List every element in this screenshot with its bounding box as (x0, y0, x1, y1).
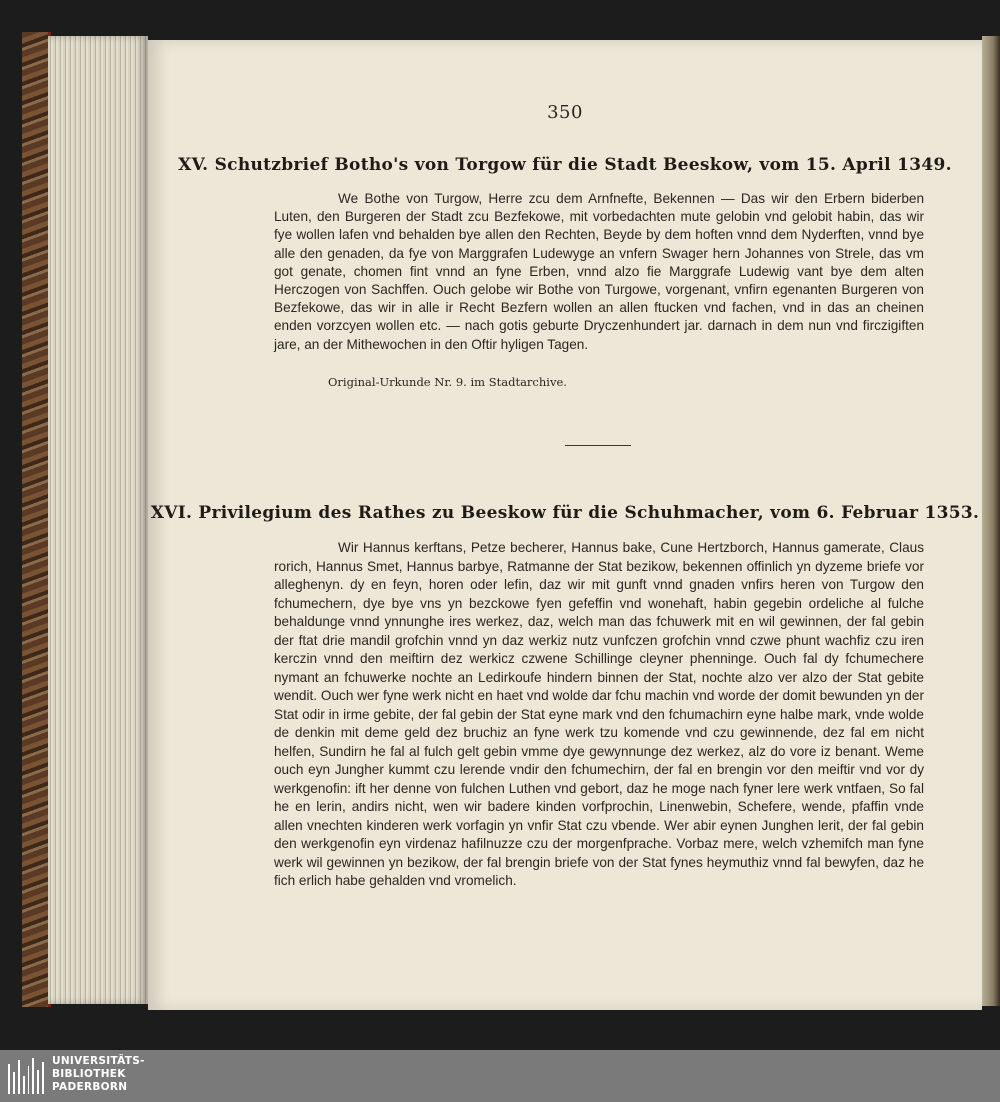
library-footer (0, 1050, 1000, 1102)
body-paragraph: Wir Hannus kerftans, Petze becherer, Hannus bake, Cune Hertzborch, Hannus gamerate, Claus rorich, Hannus Smet, Hannus barbye, Ratmanne der Stat bezikow, bekennen offinlich yn dyzeme briefe vor alleghenyn. dy en feyn, horen oder lefin, daz wir mit gunft vnnd gnaden vnfirs heren von Turgow den fchumechern, dye bye vns yn bezckowe fyen gefeffin vnd wonehaft, habin gegebin ordeliche al fulche behaldunge vnnd ynnunghe ires werkez, daz, welch man das fchuwerk mit en wil gewinnen, der fal gebin der ftat drie mandil grofchin vnnd yn daz werkiz nutz vunfczen grofchin vnnd czwe phunt wachfiz czu iren kerczin vnnd den meiftirn dez werkicz czwene Schillinge cleyner phenninge. Ouch fal dy fchumechere nymant an fchuwerke nochte an Ledirkoufe hindern binnen der Stat, nochte alzo ver alzo der Stat gebite wendit. Ouch wer fyne werk nicht en haet vnd wolde dar fchu machin vnd worde der domit bewunden yn der Stat odir in irme gebite, der fal gebin der Stat eyne mark vnd den fchumachirn eyne halbe mark, vnde wolde de denkin mit deme geld dez bruchiz an fyne werk tzu komende vnd czu gewinnende, dez fal em nicht helfen, Sundirn he fal al fulch gelt gebin vmme dye gewynnunge dez werkez, alz do vore iz benant. Weme ouch eyn Jungher kummt czu lerende vndir den fchumechirn, der fal en brengin vor den meiftir vnd vor dy werkgenofin: ift her denne von fulchen Luthen vnd gebort, daz he moge nach fyner lere werk vntfaen, So fal he en lerin, andirs nicht, wen wir badere kinden vorfprochin, Linenwebin, Schefere, wende, pfaffin vnde allen vnechten kinderen werk vorfagin yn vnfir Stat czu vbende. Wer abir eynen Junghen lerit, der fal gebin den werkgenofin eyn virdenaz hafilnuzze czu der morgenfprache. Vorbaz mere, welch vzhemifch man fyne werk wil gewinnen yn bezikow, der fal brengin briefe von der Stat fynes heymuthiz vnnd fal bewyfen, daz he fich erlich habe gehalden vnd vromelich. (274, 540, 924, 888)
page-number: 350 (547, 102, 583, 123)
section-heading-xv: XV. Schutzbrief Botho's von Torgow für die Stadt Beeskow, vom 15. April 1349. (178, 155, 952, 175)
book-cover (22, 32, 51, 1007)
library-logo-text (52, 1055, 145, 1094)
section-body-xv (274, 190, 924, 354)
right-page-edge (982, 36, 1000, 1006)
logo-line-2: BIBLIOTHEK (52, 1068, 126, 1080)
section-divider (565, 445, 631, 446)
book-page (148, 40, 982, 1010)
logo-line-3: PADERBORN (52, 1081, 128, 1093)
body-paragraph: We Bothe von Turgow, Herre zcu dem Arnfnefte, Bekennen — Das wir den Erbern biderben Luten, den Burgeren der Stadt zcu Bezfekowe, mit vorbedachten mute gelobin vnd gelobit habin, das wir fye wollen lafen vnd behalden bye allen den Rechten, Beyde by dem hoften vnnd dem Nyderften, vnnd bye alle den genaden, da fye von Marggrafen Ludewyge an vnfern Swager hern Johannes von Strele, das vm got genate, chomen fint vnnd an fyne Erben, vnnd alzo fie Marggrafe Ludewig vant bye dem alten Herczogen von Sachffen. Ouch gelobe wir Bothe von Turgowe, vorgenant, vnfirn egenanten Burgeren von Bezfekowe, das wir in alle ir Recht Bezfern wollen an allen ftucken vnd fachen, vnd in das an cheinen enden vorzcyen wollen etc. — nach gotis geburte Dryczenhundert jar. darnach in dem nun vnd firczigiften jare, an der Mithewochen in den Oftir hyligen Tagen. (274, 191, 924, 352)
source-note: Original-Urkunde Nr. 9. im Stadtarchive. (328, 375, 567, 389)
section-heading-xvi: XVI. Privilegium des Rathes zu Beeskow für die Schuhmacher, vom 6. Februar 1353. (150, 503, 980, 523)
section-body-xvi (274, 539, 924, 891)
library-logo-icon (8, 1056, 44, 1094)
page-edges (48, 36, 148, 1004)
logo-line-1: UNIVERSITÄTS- (52, 1055, 145, 1067)
